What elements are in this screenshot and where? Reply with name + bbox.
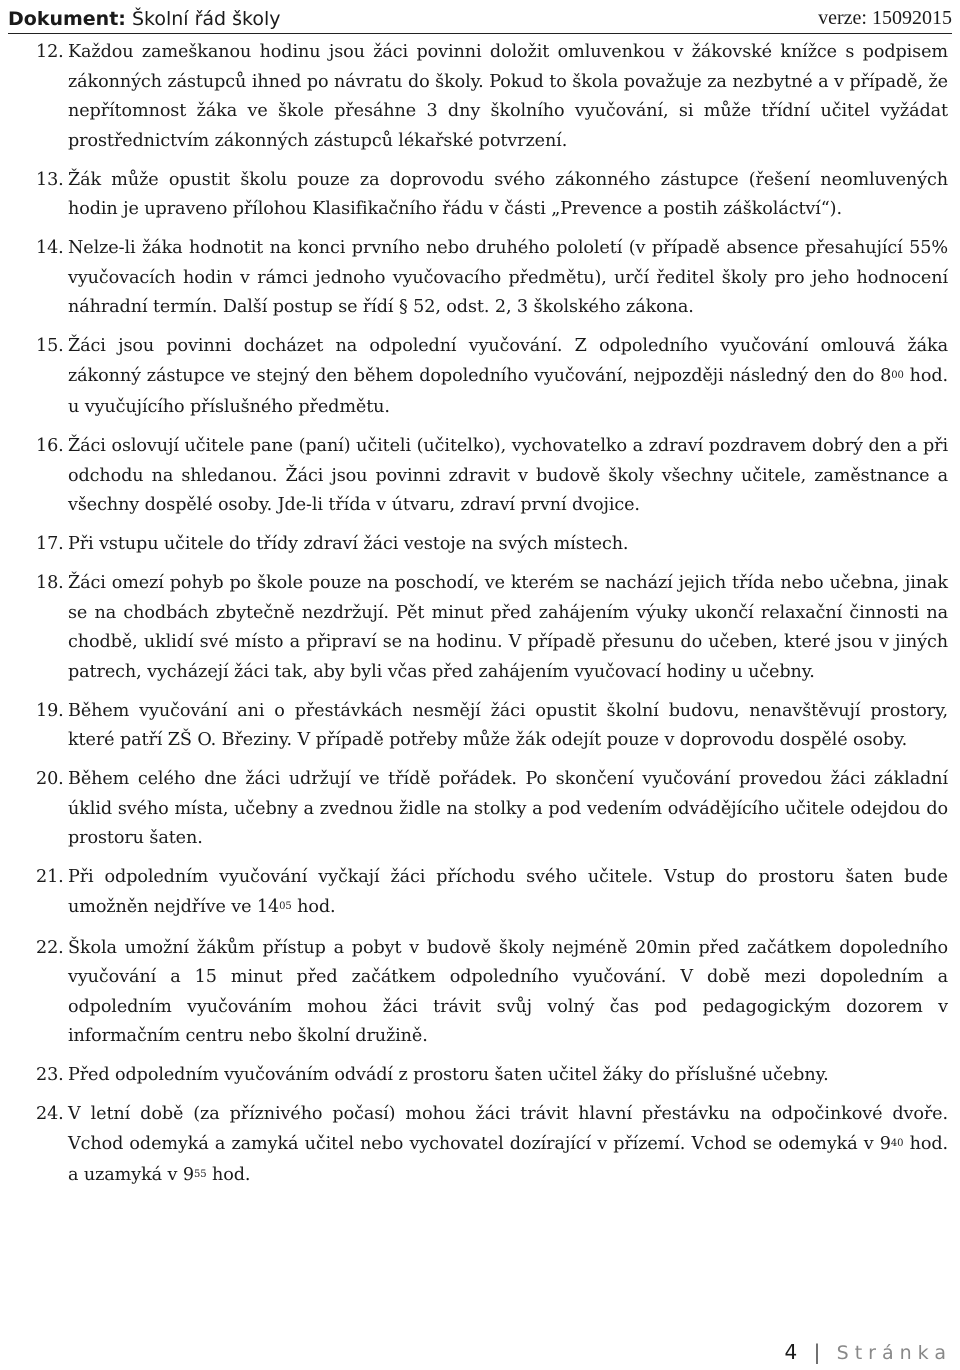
rule-number: 17. <box>36 534 64 554</box>
rule-text: Během celého dne žáci udržují ve třídě pořádek. Po skončení vyučování provedou žáci základní úklid svého místa, učebny a zvednou židle na stolky a pod vedením odvádějícího učitele odejdou do prostoru šaten. <box>68 769 948 848</box>
rule-superscript: 00 <box>891 369 904 381</box>
rule-item <box>30 569 948 687</box>
rule-text: Žák může opustit školu pouze za doprovodu svého zákonného zástupce (řešení neomluvených hodin je upraveno přílohou Klasifikačního řádu v části „Prevence a postih záškoláctví“). <box>68 169 948 219</box>
rule-number: 12. <box>36 42 64 62</box>
page-footer <box>784 1340 952 1364</box>
rule-item <box>30 863 948 924</box>
rule-number: 24. <box>36 1104 64 1124</box>
document-title <box>8 8 281 30</box>
rule-text: Žáci jsou povinni docházet na odpolední vyučování. Z odpoledního vyučování omlouvá žáka zákonný zástupce ve stejný den během dopoledního vyučování, nejpozději následný den do 8 <box>68 336 948 386</box>
rule-item <box>30 38 948 156</box>
rules-list <box>30 38 948 1202</box>
page-header <box>8 4 952 34</box>
rule-text: Před odpoledním vyučováním odvádí z prostoru šaten učitel žáky do příslušné učebny. <box>68 1065 829 1085</box>
page-label: Stránka <box>836 1342 952 1364</box>
rule-superscript: 40 <box>890 1137 904 1149</box>
rule-superscript: 05 <box>279 900 292 912</box>
footer-separator: | <box>813 1340 821 1364</box>
rule-text: Nelze-li žáka hodnotit na konci prvního nebo druhého pololetí (v případě absence přesahující 55% vyučovacích hodin v rámci jednoho vyučovacího předmětu), určí ředitel školy pro jeho hodnocení náhradní termín. Další postup se řídí § 52, odst. 2, 3 školského zákona. <box>68 238 948 317</box>
rule-number: 20. <box>36 769 64 789</box>
rule-text: Žáci oslovují učitele pane (paní) učiteli (učitelko), vychovatelko a zdraví pozdravem dobrý den a při odchodu na shledanou. Žáci jsou povinni zdravit v budově školy všechny učitele, zaměstnance a všechny dospělé osoby. Jde-li třída v útvaru, zdraví první dvojice. <box>68 436 948 515</box>
rule-number: 15. <box>36 336 64 356</box>
rule-text: Během vyučování ani o přestávkách nesmějí žáci opustit školní budovu, nenavštěvují prostory, které patří ZŠ O. Březiny. V případě potřeby může žák odejít pouze v doprovodu dospělé osoby. <box>68 700 948 750</box>
rule-number: 13. <box>36 169 64 190</box>
rule-text: Každou zameškanou hodinu jsou žáci povinni doložit omluvenkou v žákovské knížce s podpisem zákonných zástupců ihned po návratu do školy. Pokud to škola považuje za nezbytné a v případě, že nepřítomnost žáka ve škole přesáhne 3 dny školního vyučování, si může třídní učitel vyžádat prostřednictvím zákonných zástupců lékařské potvrzení. <box>68 42 948 151</box>
page-number: 4 <box>784 1340 798 1364</box>
rule-text-continued: hod. <box>206 1165 251 1185</box>
rule-text: V letní době (za příznivého počasí) mohou žáci trávit hlavní přestávku na odpočinkové dvoře. Vchod odemyká a zamyká učitel nebo vychovatel dozírající v přízemí. Vchod se odemyká v 9 <box>68 1104 948 1154</box>
rule-item <box>30 234 948 323</box>
rule-number: 21. <box>36 867 64 887</box>
rule-item <box>30 1061 948 1091</box>
rule-text-continued: hod. a uzamyká v 9 <box>68 1133 948 1185</box>
document-label: Dokument: <box>8 8 126 30</box>
rule-text: Při odpoledním vyučování vyčkají žáci příchodu svého učitele. Vstup do prostoru šaten bude umožněn nejdříve ve 14 <box>68 867 948 917</box>
rule-item <box>30 332 948 423</box>
document-name: Školní řád školy <box>131 8 281 30</box>
rule-number: 14. <box>36 238 64 258</box>
rule-item <box>30 166 948 225</box>
rule-text-continued: hod. <box>291 896 336 917</box>
document-version: verze: 15092015 <box>818 7 952 29</box>
rule-superscript: 55 <box>193 1169 207 1180</box>
rule-text: Žáci omezí pohyb po škole pouze na poschodí, ve kterém se nachází jejich třída nebo učebna, jinak se na chodbách zbytečně nezdržují. Pět minut před zahájením výuky ukončí relaxační činnosti na chodbě, uklidí své místo a připraví se na hodinu. V případě přesunu do učeben, které jsou v jiných patrech, vycházejí žáci tak, aby byli včas před zahájením vyučovací hodiny u učebny. <box>68 573 948 682</box>
rule-item <box>30 432 948 521</box>
rule-number: 23. <box>36 1065 64 1085</box>
rule-item <box>30 1100 948 1193</box>
rule-number: 18. <box>36 573 64 593</box>
rule-item <box>30 934 948 1052</box>
rule-number: 22. <box>36 937 64 958</box>
rule-text-continued: hod. u vyučujícího příslušného předmětu. <box>68 365 949 417</box>
rule-text: Škola umožní žákům přístup a pobyt v budově školy nejméně 20min před začátkem dopoledního vyučování a 15 minut před začátkem odpoledního vyučování. V době mezi dopoledním a odpoledním vyučováním mohou žáci trávit svůj volný čas pod pedagogickým dozorem v informačním centru nebo školní družině. <box>68 937 948 1046</box>
rule-item <box>30 697 948 756</box>
rule-number: 19. <box>36 700 64 721</box>
rule-number: 16. <box>36 436 64 456</box>
rule-text: Při vstupu učitele do třídy zdraví žáci vestoje na svých místech. <box>68 534 629 554</box>
rule-item <box>30 530 948 560</box>
rule-item <box>30 765 948 854</box>
